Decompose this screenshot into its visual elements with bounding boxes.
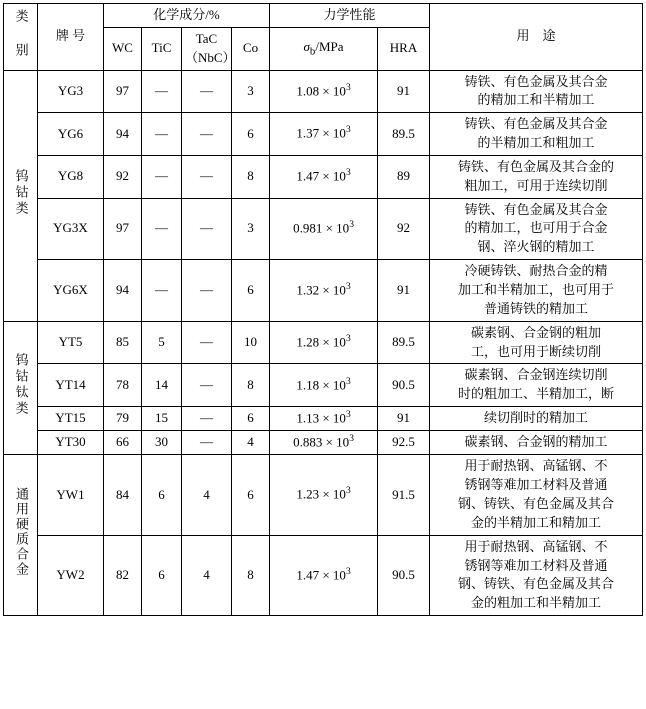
wc-cell: 78 bbox=[104, 364, 142, 407]
grade-cell: YG6 bbox=[38, 113, 104, 156]
hra-cell: 92.5 bbox=[378, 431, 430, 455]
tac-cell: — bbox=[182, 260, 232, 322]
tic-cell: 15 bbox=[142, 407, 182, 431]
header-use: 用 途 bbox=[430, 4, 643, 71]
header-co: Co bbox=[232, 27, 270, 70]
use-line: 铸铁、有色金属及其合金 bbox=[464, 201, 608, 217]
sigma-b-exponent: 3 bbox=[345, 566, 351, 577]
tic-cell: — bbox=[142, 113, 182, 156]
grade-cell: YG3X bbox=[38, 198, 104, 260]
tac-cell: — bbox=[182, 431, 232, 455]
header-tac-line1: TaC bbox=[195, 30, 218, 46]
co-cell: 3 bbox=[232, 198, 270, 260]
sigma-b-exponent: 3 bbox=[345, 333, 351, 344]
co-cell: 8 bbox=[232, 155, 270, 198]
sigma-b-cell: $1.37 \times 10^3$ bbox=[270, 113, 378, 156]
tac-cell: — bbox=[182, 113, 232, 156]
sigma-b-exponent: 3 bbox=[345, 168, 351, 179]
co-cell: 4 bbox=[232, 431, 270, 455]
wc-cell: 92 bbox=[104, 155, 142, 198]
sigma-b-cell: $0.883 \times 10^3$ bbox=[270, 431, 378, 455]
use-line: 铸铁、有色金属及其合金 bbox=[464, 73, 608, 89]
grade-cell: YG3 bbox=[38, 70, 104, 113]
tic-cell: 30 bbox=[142, 431, 182, 455]
use-line: 碳素钢、合金钢的粗加 bbox=[471, 324, 602, 340]
sigma-b-exponent: 3 bbox=[345, 281, 351, 292]
grade-cell: YW2 bbox=[38, 535, 104, 615]
sigma-b-cell: $1.13 \times 10^3$ bbox=[270, 407, 378, 431]
header-sigma-b: $\sigma_b$/MPa bbox=[270, 27, 378, 70]
tac-cell: — bbox=[182, 70, 232, 113]
table-row bbox=[4, 535, 643, 615]
tac-cell: — bbox=[182, 155, 232, 198]
wc-cell: 97 bbox=[104, 70, 142, 113]
co-cell: 3 bbox=[232, 70, 270, 113]
co-cell: 6 bbox=[232, 455, 270, 535]
header-wc: WC bbox=[104, 27, 142, 70]
document-page bbox=[0, 3, 646, 709]
co-cell: 8 bbox=[232, 364, 270, 407]
tac-cell: 4 bbox=[182, 455, 232, 535]
hra-cell: 91 bbox=[378, 260, 430, 322]
co-cell: 6 bbox=[232, 113, 270, 156]
wc-cell: 97 bbox=[104, 198, 142, 260]
grade-cell: YW1 bbox=[38, 455, 104, 535]
wc-cell: 85 bbox=[104, 321, 142, 364]
category-cell bbox=[4, 70, 38, 321]
co-cell: 10 bbox=[232, 321, 270, 364]
hra-cell: 90.5 bbox=[378, 535, 430, 615]
use-cell bbox=[430, 455, 643, 535]
carbide-grades-table bbox=[3, 3, 643, 616]
grade-cell: YG8 bbox=[38, 155, 104, 198]
tic-cell: 5 bbox=[142, 321, 182, 364]
use-line: 用于耐热钢、高锰钢、不 bbox=[464, 458, 608, 474]
use-line: 锈钢等难加工材料及普通 bbox=[464, 477, 608, 493]
table-body bbox=[4, 70, 643, 616]
tac-cell: 4 bbox=[182, 535, 232, 615]
use-line: 碳素钢、合金钢的精加工 bbox=[464, 434, 608, 450]
sigma-b-exponent: 3 bbox=[345, 486, 351, 497]
tac-cell: — bbox=[182, 364, 232, 407]
use-cell bbox=[430, 407, 643, 431]
use-line: 的精加工和半精加工 bbox=[477, 92, 595, 108]
tic-cell: — bbox=[142, 70, 182, 113]
tic-cell: — bbox=[142, 155, 182, 198]
category-label: 钨钴类 bbox=[13, 168, 29, 217]
tac-cell: — bbox=[182, 407, 232, 431]
hra-cell: 89 bbox=[378, 155, 430, 198]
use-line: 金的粗加工和半精加工 bbox=[471, 595, 602, 611]
use-line: 的半精加工和粗加工 bbox=[477, 135, 595, 151]
header-category: 类 别 bbox=[4, 4, 38, 71]
use-line: 续切削时的精加工 bbox=[484, 410, 589, 426]
table-row bbox=[4, 321, 643, 364]
header-hra: HRA bbox=[378, 27, 430, 70]
use-line: 时的粗加工、半精加工，断 bbox=[458, 386, 615, 402]
grade-cell: YT15 bbox=[38, 407, 104, 431]
co-cell: 8 bbox=[232, 535, 270, 615]
table-row bbox=[4, 70, 643, 113]
grade-cell: YT14 bbox=[38, 364, 104, 407]
tic-cell: — bbox=[142, 260, 182, 322]
use-cell bbox=[430, 535, 643, 615]
sigma-b-exponent: 3 bbox=[345, 82, 351, 93]
header-grade: 牌 号 bbox=[38, 4, 104, 71]
use-cell bbox=[430, 321, 643, 364]
hra-cell: 89.5 bbox=[378, 321, 430, 364]
table-row bbox=[4, 455, 643, 535]
tic-cell: 14 bbox=[142, 364, 182, 407]
header-tic: TiC bbox=[142, 27, 182, 70]
use-line: 加工和半精加工，也可用于 bbox=[458, 281, 615, 297]
use-line: 普通铸铁的精加工 bbox=[484, 300, 589, 316]
hra-cell: 90.5 bbox=[378, 364, 430, 407]
use-line: 金的半精加工和精加工 bbox=[471, 514, 602, 530]
use-line: 用于耐热钢、高锰钢、不 bbox=[464, 538, 608, 554]
table-row bbox=[4, 113, 643, 156]
co-cell: 6 bbox=[232, 407, 270, 431]
sigma-b-cell: $1.32 \times 10^3$ bbox=[270, 260, 378, 322]
hra-cell: 91 bbox=[378, 70, 430, 113]
use-cell bbox=[430, 431, 643, 455]
header-row-groups bbox=[4, 4, 643, 28]
use-cell bbox=[430, 113, 643, 156]
hra-cell: 92 bbox=[378, 198, 430, 260]
header-tac-line2: （NbC） bbox=[185, 49, 236, 65]
use-cell bbox=[430, 260, 643, 322]
table-row bbox=[4, 260, 643, 322]
sigma-b-cell: $1.28 \times 10^3$ bbox=[270, 321, 378, 364]
sigma-b-cell: $1.08 \times 10^3$ bbox=[270, 70, 378, 113]
wc-cell: 82 bbox=[104, 535, 142, 615]
table-row bbox=[4, 364, 643, 407]
header-chemical-group: 化学成分/% bbox=[104, 4, 270, 28]
wc-cell: 66 bbox=[104, 431, 142, 455]
table-head bbox=[4, 4, 643, 71]
table-row bbox=[4, 407, 643, 431]
use-line: 的精加工，也可用于合金 bbox=[464, 220, 608, 236]
wc-cell: 94 bbox=[104, 113, 142, 156]
table-row bbox=[4, 198, 643, 260]
header-mechanical-group: 力学性能 bbox=[270, 4, 430, 28]
category-label: 钨钴钛类 bbox=[13, 353, 29, 418]
hra-cell: 89.5 bbox=[378, 113, 430, 156]
sigma-b-cell: $1.47 \times 10^3$ bbox=[270, 535, 378, 615]
tic-cell: — bbox=[142, 198, 182, 260]
sigma-b-cell: $1.23 \times 10^3$ bbox=[270, 455, 378, 535]
grade-cell: YG6X bbox=[38, 260, 104, 322]
use-line: 钢、铸铁、有色金属及其合 bbox=[458, 496, 615, 512]
hra-cell: 91.5 bbox=[378, 455, 430, 535]
use-cell bbox=[430, 155, 643, 198]
use-line: 碳素钢、合金钢连续切削 bbox=[464, 367, 608, 383]
tac-cell: — bbox=[182, 321, 232, 364]
use-line: 冷硬铸铁、耐热合金的精 bbox=[464, 263, 608, 279]
use-line: 工，也可用于断续切削 bbox=[471, 343, 602, 359]
sigma-b-cell: $0.981 \times 10^3$ bbox=[270, 198, 378, 260]
use-line: 锈钢等难加工材料及普通 bbox=[464, 557, 608, 573]
table-row bbox=[4, 431, 643, 455]
table-row bbox=[4, 155, 643, 198]
co-cell: 6 bbox=[232, 260, 270, 322]
use-line: 钢、淬火钢的精加工 bbox=[477, 239, 595, 255]
hra-cell: 91 bbox=[378, 407, 430, 431]
use-line: 铸铁、有色金属及其合金 bbox=[464, 116, 608, 132]
tic-cell: 6 bbox=[142, 455, 182, 535]
category-cell bbox=[4, 321, 38, 455]
sigma-b-exponent: 3 bbox=[345, 125, 351, 136]
grade-cell: YT5 bbox=[38, 321, 104, 364]
sigma-b-exponent: 3 bbox=[349, 220, 354, 231]
tic-cell: 6 bbox=[142, 535, 182, 615]
tac-cell: — bbox=[182, 198, 232, 260]
sigma-b-exponent: 3 bbox=[349, 434, 354, 445]
grade-cell: YT30 bbox=[38, 431, 104, 455]
use-cell bbox=[430, 364, 643, 407]
sigma-b-cell: $1.18 \times 10^3$ bbox=[270, 364, 378, 407]
use-line: 粗加工，可用于连续切削 bbox=[464, 177, 608, 193]
wc-cell: 84 bbox=[104, 455, 142, 535]
category-cell bbox=[4, 455, 38, 616]
wc-cell: 79 bbox=[104, 407, 142, 431]
use-cell bbox=[430, 70, 643, 113]
sigma-b-cell: $1.47 \times 10^3$ bbox=[270, 155, 378, 198]
header-tac bbox=[182, 27, 236, 70]
use-line: 钢、铸铁、有色金属及其合 bbox=[458, 576, 615, 592]
wc-cell: 94 bbox=[104, 260, 142, 322]
use-line: 铸铁、有色金属及其合金的 bbox=[458, 158, 615, 174]
sigma-b-exponent: 3 bbox=[345, 376, 351, 387]
use-cell bbox=[430, 198, 643, 260]
category-label: 通用硬质合金 bbox=[13, 487, 29, 578]
sigma-b-exponent: 3 bbox=[345, 410, 351, 421]
